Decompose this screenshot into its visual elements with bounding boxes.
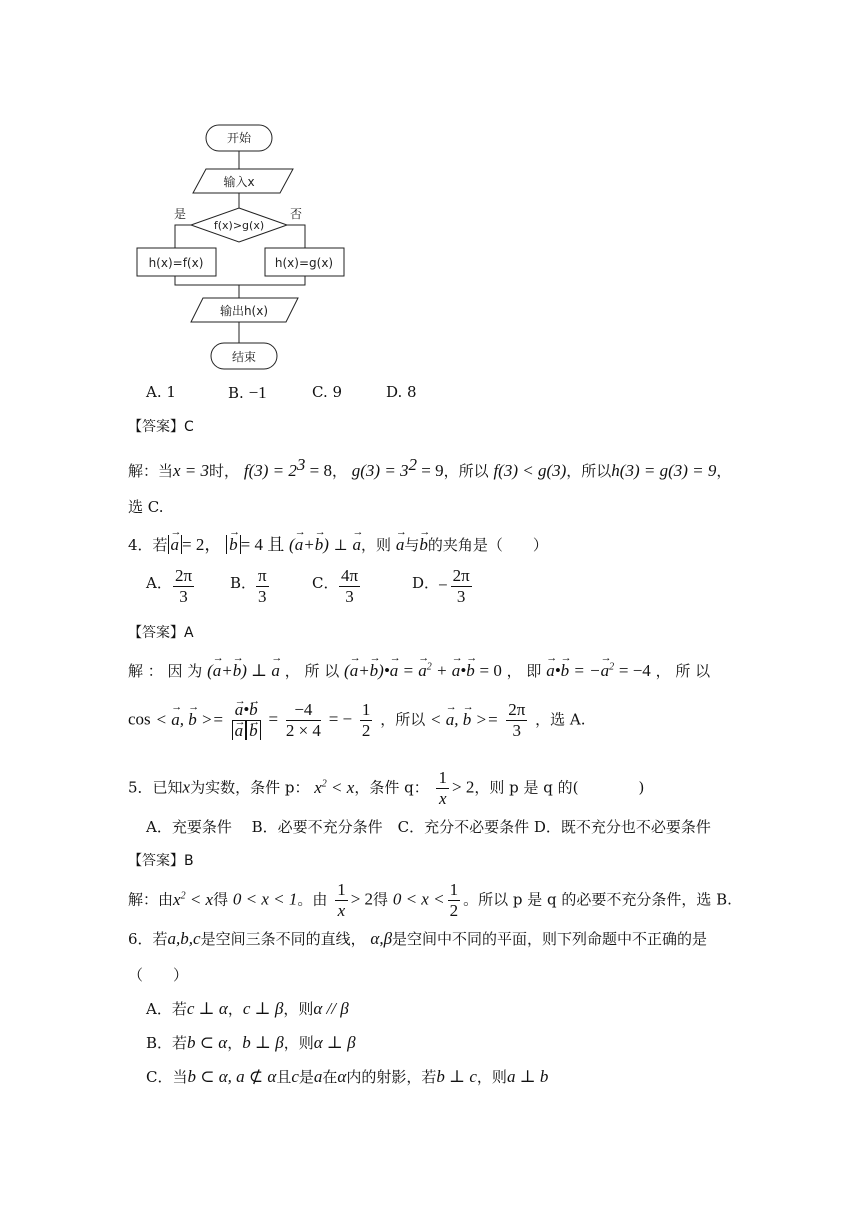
q5-options: A．充要条件 B．必要不充分条件 C．充分不必要条件 D．既不充分也不必要条件 [146, 818, 711, 836]
q5-answer: 【答案】B [128, 853, 194, 869]
q3-answer: 【答案】C [128, 419, 194, 435]
condition-label: f(x)>g(x) [213, 219, 265, 232]
q4-solution-line2: cos < → a, → b >= → a•→ b → a→ b = $\frac{-4}{2 \times 4}$ = − $\frac{1}{2}$ ，所以 < → a, → b >= $\frac{2\pi}{3}$ ，选 A. [128, 700, 585, 741]
q3-solution: 解：当x = 3时， $f(3) = 2^3 = 8$， $g(3) = 3^2 = 9$，所以 f(3) < g(3)，所以h(3) = g(3) = 9， [128, 455, 732, 480]
q6-option-c: C．当b ⊂ α, a ⊄ α且c是a在α内的射影，若b ⊥ c，则a ⊥ b [146, 1067, 549, 1086]
q6-stem: 6．若a,b,c是空间三条不同的直线， α,β是空间中不同的平面，则下列命题中不正确的是 [128, 929, 708, 948]
end-label: 结束 [231, 350, 257, 364]
yes-label: 是 [174, 207, 187, 221]
q6-stem-paren: （ ） [128, 966, 189, 984]
q6-option-a: A．若c ⊥ α，c ⊥ β，则α // β [146, 999, 349, 1018]
right-box-label: h(x)=g(x) [274, 256, 334, 270]
q6-option-b: B．若b ⊂ α，b ⊥ β，则α ⊥ β [146, 1033, 356, 1052]
q5-solution: 解：由$x^2 < x$得 0 < x < 1。由 $\frac{1}{x}$ > 2得 0 < x < $\frac{1}{2}$ 。所以 p 是 q 的必要不充分条件，选 B. [128, 880, 732, 920]
flowchart [130, 118, 370, 380]
output-label: 输出h(x) [219, 304, 269, 318]
start-label: 开始 [226, 131, 252, 145]
q3-option-b: B. −1 [228, 383, 267, 402]
left-box-label: h(x)=f(x) [148, 256, 204, 270]
q4-stem: 4．若→ a = 2， → b = 4 且 (→ a+→ b) ⊥ → a，则 → a与→ b的夹角是（ ） [128, 530, 548, 555]
q4-answer: 【答案】A [128, 625, 194, 641]
q5-stem: 5．已知x为实数，条件 p： $x^2 < x$，条件 q： $\frac{1}{x}$ > 2，则 p 是 q 的( ) [128, 768, 645, 808]
q4-solution: 解 ： 因 为 (→ a+→ b) ⊥ → a ， 所 以 (→ a+→ b)•→ a = → $a^2$ + → a•→ b = 0 ， 即 → a•→ b = −→ $a^2 = -4$ ， 所 以 [128, 660, 710, 681]
q3-option-c: C. 9 [312, 383, 343, 401]
q3-option-a: A. 1 [146, 383, 176, 401]
input-label: 输入x [223, 175, 255, 189]
q3-option-d: D. 8 [386, 383, 417, 401]
q3-solution-line2: 选 C. [128, 498, 164, 516]
no-label: 否 [290, 207, 303, 221]
